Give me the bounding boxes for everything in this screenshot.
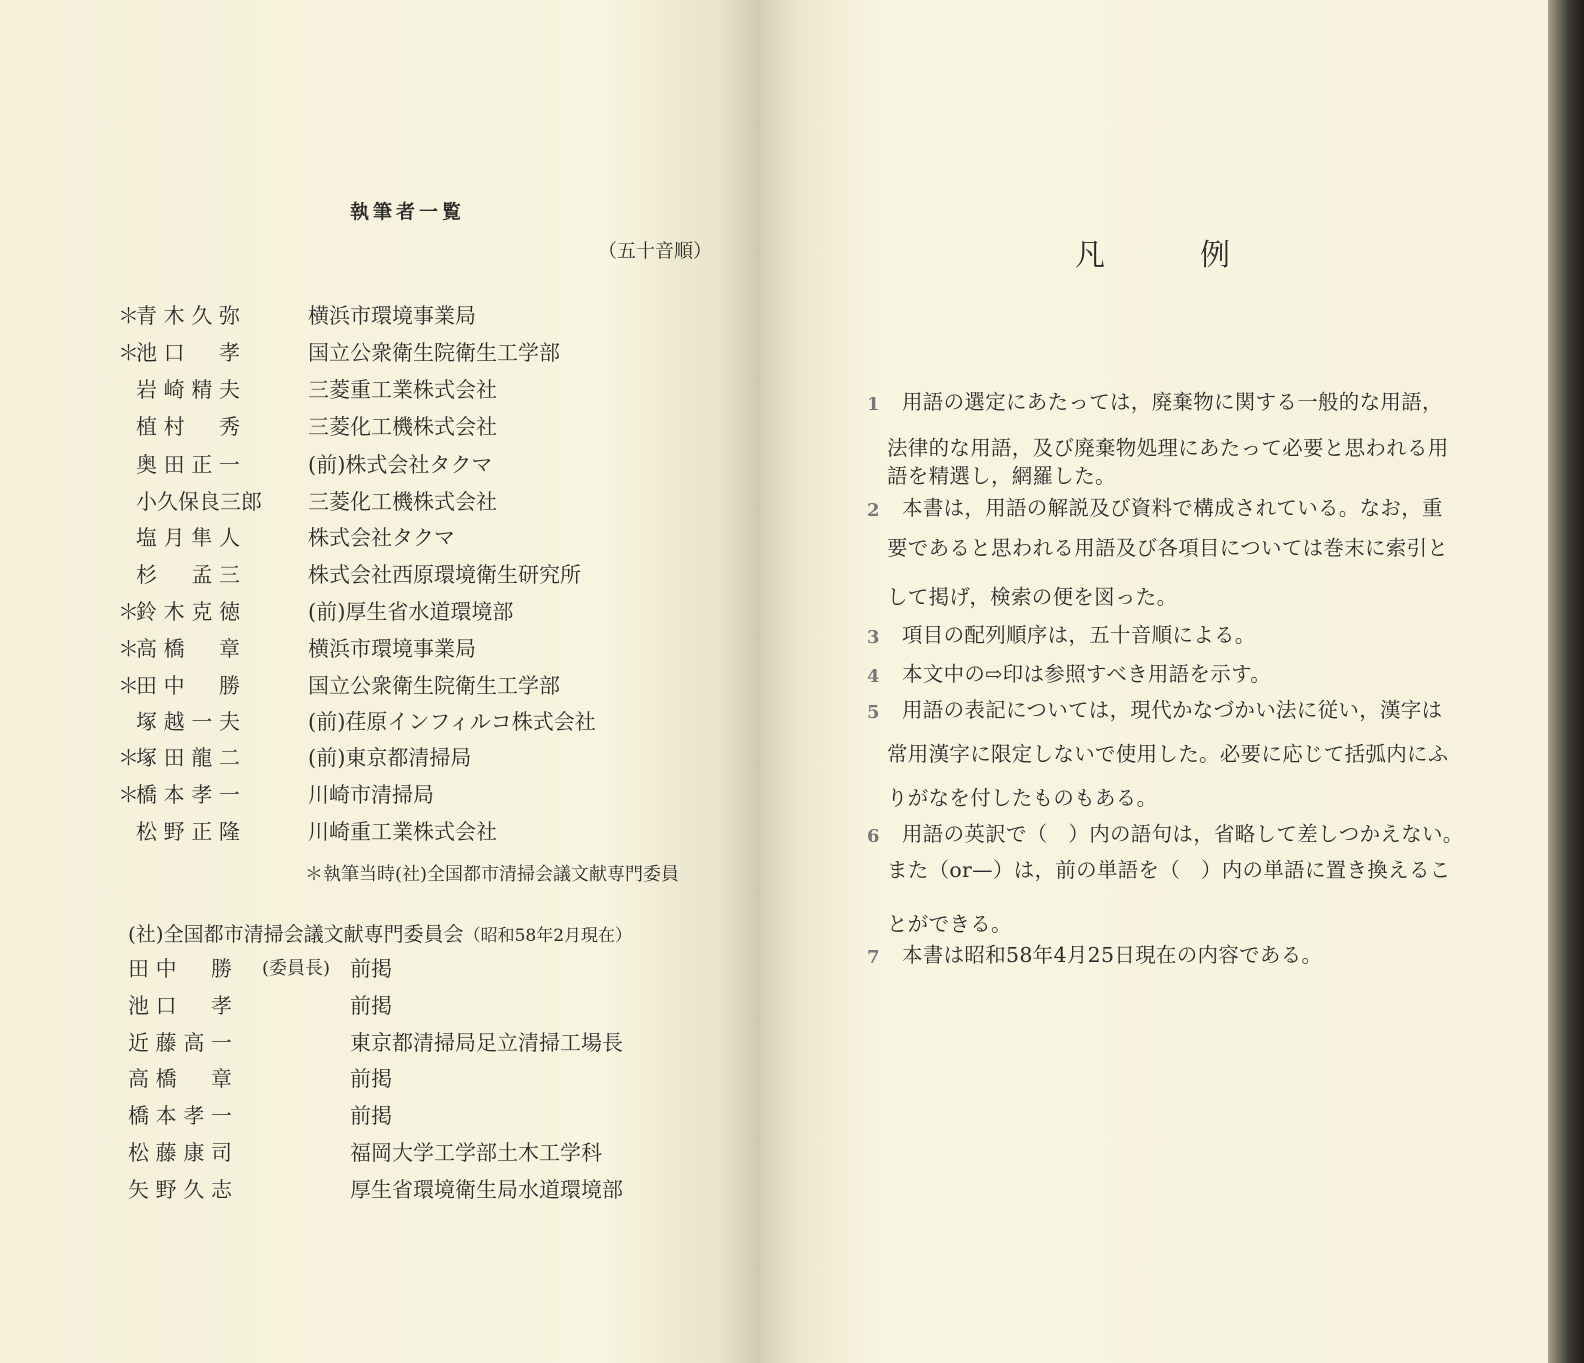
member-name: 高 橋 章 <box>128 1067 233 1091</box>
member-name: 矢 野 久 志 <box>128 1178 233 1202</box>
author-row <box>118 449 718 479</box>
author-mark: ＊ <box>118 600 139 624</box>
author-name: 奥 田 正 一 <box>136 453 241 477</box>
author-name: 鈴 木 克 徳 <box>136 600 241 624</box>
committee-heading-text: (社)全国都市清掃会議文献専門委員会 <box>128 922 464 946</box>
author-mark: ＊ <box>118 746 139 770</box>
author-mark: ＊ <box>118 783 139 807</box>
committee-row <box>128 953 728 983</box>
page-title: 執筆者一覧 <box>350 201 466 223</box>
author-row <box>118 374 718 404</box>
item-number: 1 <box>867 394 880 415</box>
author-affiliation: 横浜市環境事業局 <box>308 304 476 328</box>
author-row <box>118 706 718 736</box>
author-affiliation: 国立公衆衛生院衛生工学部 <box>308 341 560 365</box>
author-name: 橋 本 孝 一 <box>136 783 241 807</box>
legend-line: 本文中の⇨印は参照すべき用語を示す。 <box>902 662 1272 686</box>
committee-row <box>128 1174 728 1204</box>
footnote: ＊執筆当時(社)全国都市清掃会議文献専門委員 <box>305 864 680 885</box>
author-affiliation: 三菱化工機株式会社 <box>308 415 497 439</box>
author-row <box>118 300 718 330</box>
right-page <box>760 0 1550 1363</box>
member-name: 田 中 勝 <box>128 957 233 981</box>
author-mark: ＊ <box>118 674 139 698</box>
member-affiliation: 厚生省環境衛生局水道環境部 <box>350 1178 623 1202</box>
author-name: 杉 孟 三 <box>136 563 241 587</box>
legend-line: 用語の表記については，現代かなづかい法に従い，漢字は <box>902 698 1443 722</box>
author-affiliation: 株式会社タクマ <box>308 526 455 550</box>
legend-line: また（or—）は，前の単語を（ ）内の単語に置き換えるこ <box>887 858 1451 882</box>
legend-title-b: 例 <box>1200 238 1230 273</box>
committee-row <box>128 1137 728 1167</box>
author-row <box>118 411 718 441</box>
author-name: 高 橋 章 <box>136 637 241 661</box>
author-name: 松 野 正 隆 <box>136 820 241 844</box>
legend-line: 常用漢字に限定しないで使用した。必要に応じて括弧内にふ <box>887 742 1449 766</box>
member-name: 近 藤 高 一 <box>128 1031 233 1055</box>
member-affiliation: 前掲 <box>350 1104 392 1128</box>
author-name: 塚 越 一 夫 <box>136 710 241 734</box>
legend-line: 用語の英訳で（ ）内の語句は，省略して差しつかえない。 <box>902 822 1464 846</box>
committee-row <box>128 1063 728 1093</box>
author-mark: ＊ <box>118 637 139 661</box>
member-name: 松 藤 康 司 <box>128 1141 233 1165</box>
author-row <box>118 486 718 516</box>
committee-row <box>128 1027 728 1057</box>
item-number: 2 <box>867 500 880 521</box>
member-affiliation: 福岡大学工学部土木工学科 <box>350 1141 602 1165</box>
legend-line: りがなを付したものもある。 <box>887 786 1158 810</box>
author-mark: ＊ <box>118 341 139 365</box>
committee-row <box>128 990 728 1020</box>
member-name: 池 口 孝 <box>128 994 233 1018</box>
legend-line: 法律的な用語，及び廃棄物処理にあたって必要と思われる用 <box>887 436 1449 460</box>
item-number: 4 <box>867 666 880 687</box>
member-affiliation: 前掲 <box>350 994 392 1018</box>
legend-line: 本書は昭和58年4月25日現在の内容である。 <box>902 943 1323 967</box>
committee-heading <box>128 918 632 947</box>
author-row <box>118 522 718 552</box>
author-name: 青 木 久 弥 <box>136 304 241 328</box>
author-affiliation: (前)東京都清掃局 <box>308 746 472 770</box>
author-affiliation: (前)荏原インフィルコ株式会社 <box>308 710 596 734</box>
order-note: （五十音順） <box>598 240 713 262</box>
member-affiliation: 前掲 <box>350 1067 392 1091</box>
left-page <box>0 0 760 1363</box>
author-affiliation: 株式会社西原環境衛生研究所 <box>308 563 581 587</box>
author-name: 小久保良三郎 <box>136 490 262 514</box>
author-name: 植 村 秀 <box>136 415 241 439</box>
item-number: 7 <box>867 947 880 968</box>
item-number: 3 <box>867 627 880 648</box>
item-number: 5 <box>867 702 880 723</box>
author-affiliation: (前)株式会社タクマ <box>308 453 493 477</box>
author-name: 池 口 孝 <box>136 341 241 365</box>
author-mark: ＊ <box>118 304 139 328</box>
author-name: 塩 月 隼 人 <box>136 526 241 550</box>
author-row <box>118 559 718 589</box>
member-name: 橋 本 孝 一 <box>128 1104 233 1128</box>
legend-title-a: 凡 <box>1075 238 1105 273</box>
legend-line: 本書は，用語の解説及び資料で構成されている。なお，重 <box>902 496 1443 520</box>
committee-date: （昭和58年2月現在） <box>463 926 633 946</box>
author-row <box>118 816 718 846</box>
author-affiliation: 川崎重工業株式会社 <box>308 820 497 844</box>
author-affiliation: (前)厚生省水道環境部 <box>308 600 514 624</box>
author-row <box>118 742 718 772</box>
legend-line: 要であると思われる用語及び各項目については巻末に索引と <box>887 536 1449 560</box>
committee-row <box>128 1100 728 1130</box>
author-affiliation: 川崎市清掃局 <box>308 783 434 807</box>
author-row <box>118 337 718 367</box>
member-affiliation: 東京都清掃局足立清掃工場長 <box>350 1031 623 1055</box>
legend-line: 用語の選定にあたっては，廃棄物に関する一般的な用語， <box>902 390 1443 414</box>
member-role: (委員長) <box>262 958 331 979</box>
legend-line: とができる。 <box>887 912 1012 936</box>
member-affiliation: 前掲 <box>350 957 392 981</box>
author-row <box>118 779 718 809</box>
author-row <box>118 596 718 626</box>
legend-line: して掲げ，検索の便を図った。 <box>887 585 1178 609</box>
author-row <box>118 633 718 663</box>
author-row <box>118 670 718 700</box>
author-affiliation: 横浜市環境事業局 <box>308 637 476 661</box>
author-name: 塚 田 龍 二 <box>136 746 241 770</box>
author-affiliation: 三菱化工機株式会社 <box>308 490 497 514</box>
author-name: 岩 崎 精 夫 <box>136 378 241 402</box>
author-affiliation: 三菱重工業株式会社 <box>308 378 497 402</box>
author-name: 田 中 勝 <box>136 674 241 698</box>
item-number: 6 <box>867 826 880 847</box>
author-affiliation: 国立公衆衛生院衛生工学部 <box>308 674 560 698</box>
book-edge <box>1548 0 1584 1363</box>
legend-line: 項目の配列順序は，五十音順による。 <box>902 623 1256 647</box>
legend-line: 語を精選し，網羅した。 <box>887 464 1116 488</box>
